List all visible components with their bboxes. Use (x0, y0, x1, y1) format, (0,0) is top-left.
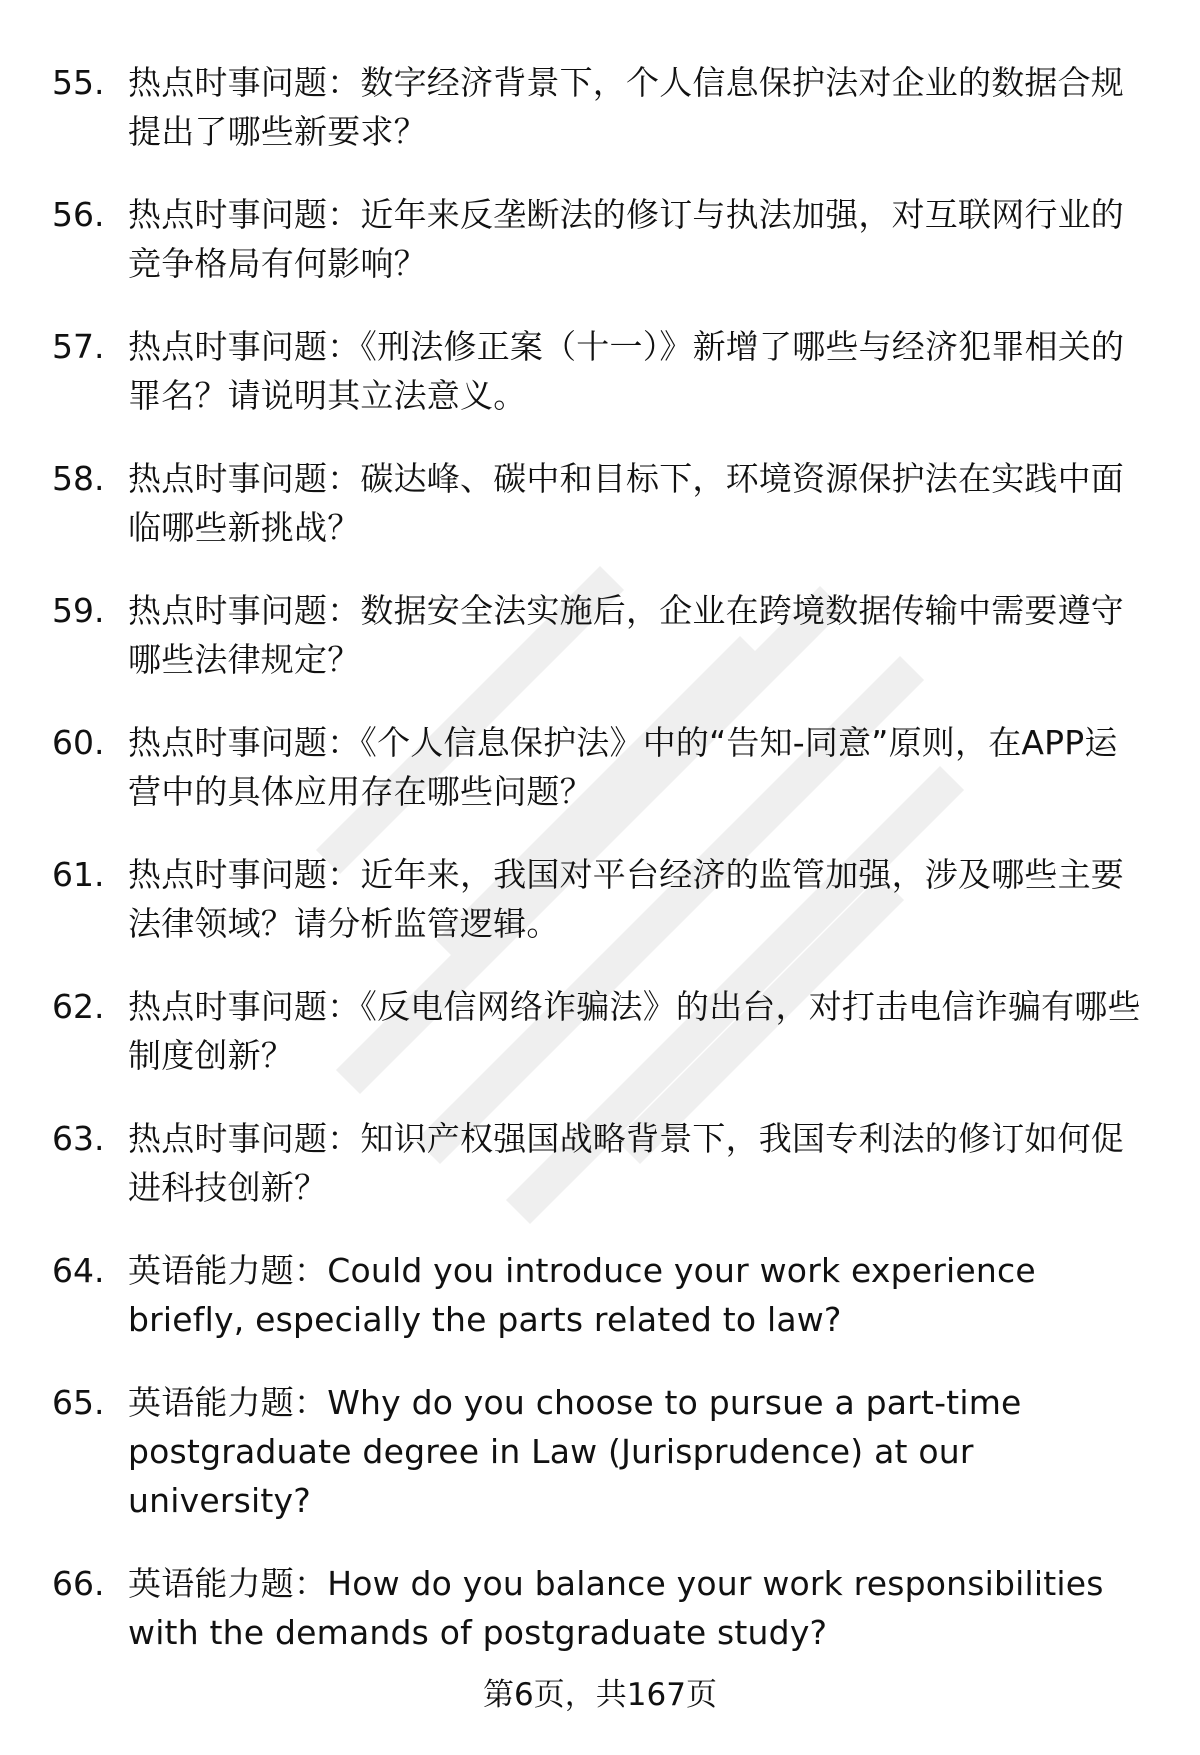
question-number: 57. (52, 327, 105, 366)
question-item-61 (0, 850, 1200, 948)
question-text: 热点时事问题：《刑法修正案（十一）》新增了哪些与经济犯罪相关的罪名？请说明其立法意义。 (128, 327, 1125, 415)
page-footer: 第6页，共167页 (483, 1677, 717, 1713)
question-number: 59. (52, 591, 105, 630)
question-list (0, 58, 1200, 1691)
question-text: 热点时事问题：近年来，我国对平台经济的监管加强，涉及哪些主要法律领域？请分析监管逻辑。 (128, 855, 1124, 943)
question-item-62 (0, 982, 1200, 1080)
question-number: 58. (52, 459, 105, 498)
question-item-65 (0, 1378, 1200, 1525)
question-item-63 (0, 1114, 1200, 1212)
question-item-64 (0, 1246, 1200, 1344)
question-number: 55. (52, 63, 105, 102)
question-item-58 (0, 454, 1200, 552)
question-text: 热点时事问题：数字经济背景下，个人信息保护法对企业的数据合规提出了哪些新要求？ (128, 63, 1124, 151)
question-number: 66. (52, 1564, 105, 1603)
question-number: 62. (52, 987, 105, 1026)
question-number: 65. (52, 1383, 105, 1422)
question-item-59 (0, 586, 1200, 684)
question-number: 63. (52, 1119, 105, 1158)
question-item-66 (0, 1559, 1200, 1657)
question-text: 英语能力题：How do you balance your work responsibilities with the demands of postgraduate study? (128, 1564, 1104, 1652)
question-number: 60. (52, 723, 105, 762)
question-text: 热点时事问题：《反电信网络诈骗法》的出台，对打击电信诈骗有哪些制度创新？ (128, 987, 1141, 1075)
question-item-60 (0, 718, 1200, 816)
question-text: 热点时事问题：数据安全法实施后，企业在跨境数据传输中需要遵守哪些法律规定？ (128, 591, 1124, 679)
question-item-55 (0, 58, 1200, 156)
question-number: 61. (52, 855, 105, 894)
question-number: 56. (52, 195, 105, 234)
question-text: 英语能力题：Why do you choose to pursue a part-time postgraduate degree in Law (Jurisprudence) at our university? (128, 1383, 1022, 1520)
question-text: 英语能力题：Could you introduce your work experience briefly, especially the parts related to law? (128, 1251, 1036, 1339)
question-text: 热点时事问题：知识产权强国战略背景下，我国专利法的修订如何促进科技创新？ (128, 1119, 1124, 1207)
question-number: 64. (52, 1251, 105, 1290)
question-text: 热点时事问题：碳达峰、碳中和目标下，环境资源保护法在实践中面临哪些新挑战？ (128, 459, 1124, 547)
question-item-56 (0, 190, 1200, 288)
question-item-57 (0, 322, 1200, 420)
question-text: 热点时事问题：近年来反垄断法的修订与执法加强，对互联网行业的竞争格局有何影响？ (128, 195, 1124, 283)
question-text: 热点时事问题：《个人信息保护法》中的“告知-同意”原则，在APP运营中的具体应用存在哪些问题？ (128, 723, 1118, 811)
